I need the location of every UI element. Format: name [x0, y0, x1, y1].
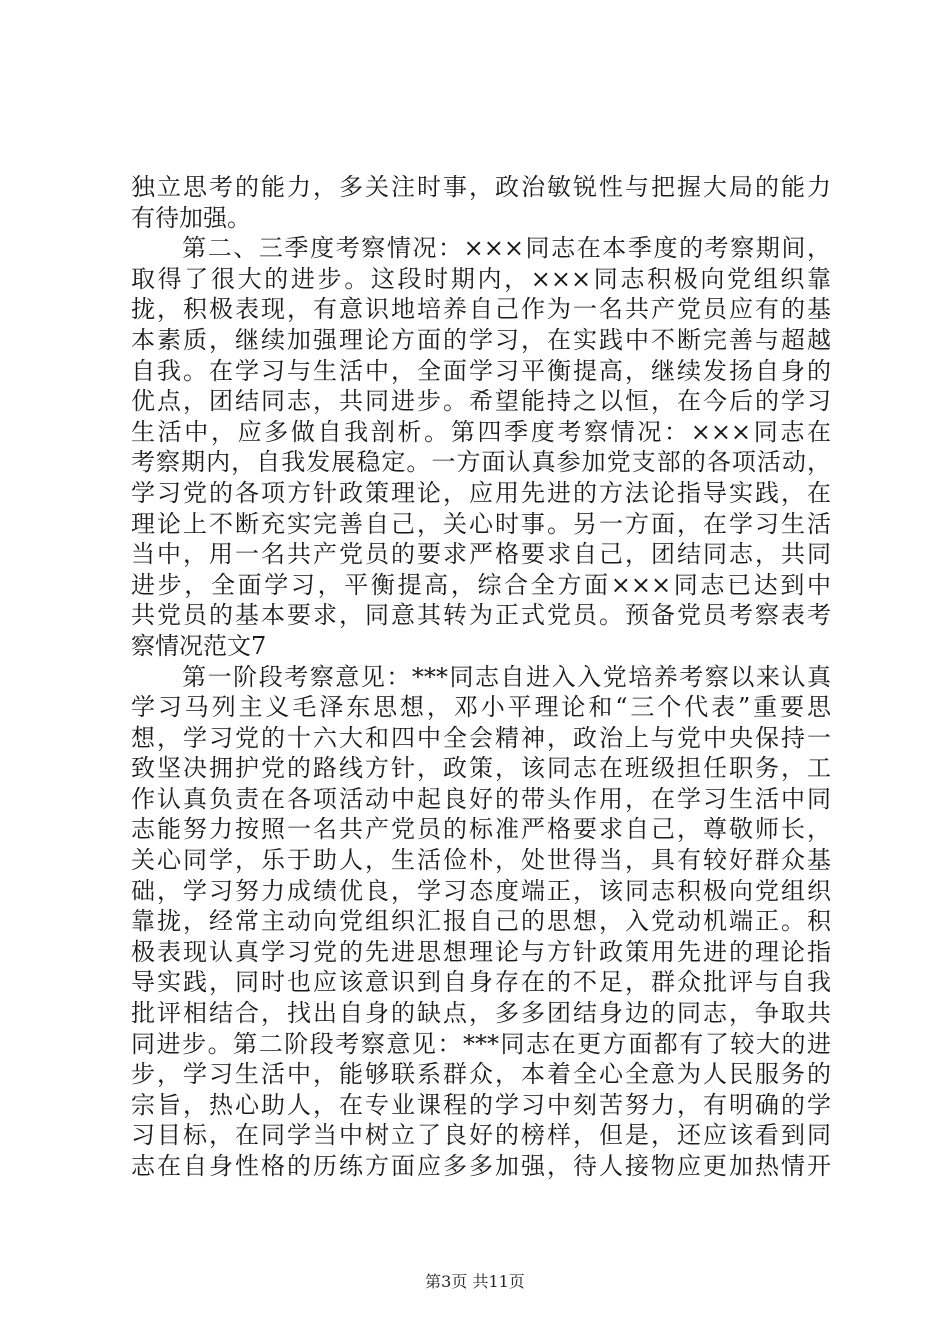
- text-line: 考察期内，自我发展稳定。一方面认真参加党支部的各项活动，: [131, 448, 831, 477]
- text-line: 极表现认真学习党的先进思想理论与方针政策用先进的理论指: [131, 937, 831, 966]
- text-line: 作认真负责在各项活动中起良好的带头作用，在学习生活中同: [131, 784, 831, 813]
- text-line: 独立思考的能力，多关注时事，政治敏锐性与把握大局的能力: [131, 173, 831, 201]
- text-line: 第二、三季度考察情况：×××同志在本季度的考察期间，: [131, 234, 831, 263]
- text-line: 拢，积极表现，有意识地培养自己作为一名共产党员应有的基: [131, 295, 831, 324]
- text-line: 习目标，在同学当中树立了良好的榜样，但是，还应该看到同: [131, 1121, 831, 1150]
- text-line: 进步，全面学习，平衡提高，综合全方面×××同志已达到中: [131, 570, 831, 599]
- text-line: 共党员的基本要求，同意其转为正式党员。预备党员考察表考: [131, 601, 831, 630]
- text-line: 优点，团结同志，共同进步。希望能持之以恒，在今后的学习: [131, 387, 831, 416]
- text-line: 关心同学，乐于助人，生活俭朴，处世得当，具有较好群众基: [131, 846, 831, 875]
- text-line: 础，学习努力成绩优良，学习态度端正，该同志积极向党组织: [131, 876, 831, 905]
- text-line: 想，学习党的十六大和四中全会精神，政治上与党中央保持一: [131, 723, 831, 752]
- text-line: 学习马列主义毛泽东思想，邓小平理论和“三个代表”重要思: [131, 693, 831, 722]
- text-line: 导实践，同时也应该意识到自身存在的不足，群众批评与自我: [131, 968, 831, 997]
- text-line: 志能努力按照一名共产党员的标准严格要求自己，尊敬师长，: [131, 815, 831, 844]
- text-line: 志在自身性格的历练方面应多多加强，待人接物应更加热情开: [131, 1152, 831, 1180]
- text-line: 有待加强。: [131, 203, 251, 232]
- text-line: 本素质，继续加强理论方面的学习，在实践中不断完善与超越: [131, 325, 831, 354]
- text-line: 第一阶段考察意见：***同志自进入入党培养考察以来认真: [131, 662, 831, 691]
- text-line: 靠拢，经常主动向党组织汇报自己的思想，入党动机端正。积: [131, 907, 831, 936]
- text-line: 宗旨，热心助人，在专业课程的学习中刻苦努力，有明确的学: [131, 1090, 831, 1119]
- text-line: 步，学习生活中，能够联系群众，本着全心全意为人民服务的: [131, 1060, 831, 1089]
- text-line: 察情况范文7: [131, 631, 267, 660]
- text-line: 致坚决拥护党的路线方针，政策，该同志在班级担任职务，工: [131, 754, 831, 783]
- text-line: 当中，用一名共产党员的要求严格要求自己，团结同志，共同: [131, 540, 831, 569]
- text-line: 同进步。第二阶段考察意见：***同志在更方面都有了较大的进: [131, 1029, 831, 1058]
- text-line: 理论上不断充实完善自己，关心时事。另一方面，在学习生活: [131, 509, 831, 538]
- text-line: 生活中，应多做自我剖析。第四季度考察情况：×××同志在: [131, 417, 831, 446]
- text-line: 批评相结合，找出自身的缺点，多多团结身边的同志，争取共: [131, 999, 831, 1028]
- page-number-footer: 第3页 共11页: [425, 1272, 525, 1291]
- text-line: 取得了很大的进步。这段时期内，×××同志积极向党组织靠: [131, 264, 831, 293]
- text-line: 学习党的各项方针政策理论，应用先进的方法论指导实践，在: [131, 478, 831, 507]
- text-line: 自我。在学习与生活中，全面学习平衡提高，继续发扬自身的: [131, 356, 831, 385]
- document-body: [131, 172, 831, 1182]
